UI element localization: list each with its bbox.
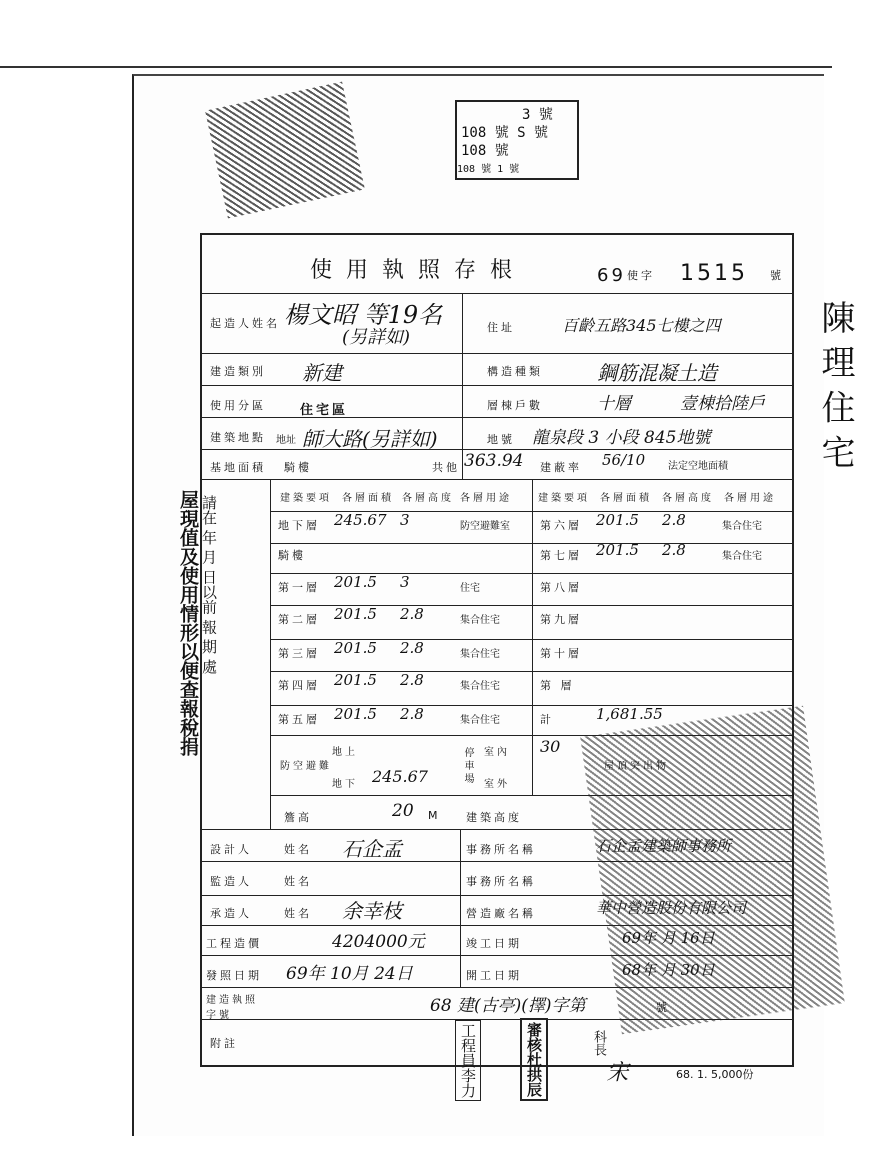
left-note-vertical: 屋現值及使用情形以便查報稅捐 [177,490,199,756]
location-addr-value: 師大路(另詳如) [302,427,438,451]
eave-height-value: 20 [392,801,414,821]
parking-outdoor: 室外 [484,779,510,790]
floor-area: 201.5 [334,639,377,657]
completion-label: 竣工日期 [466,937,522,950]
designer-name-label: 姓名 [284,843,312,856]
floor-height: 3 [400,511,410,529]
coverage-label: 建蔽率 [540,461,582,474]
roof-label: 屋頂突出物 [604,761,669,772]
open-space-label: 法定空地面積 [668,461,728,472]
chief-signature: 宋 [603,1060,628,1082]
designer-label: 設計人 [210,843,252,856]
designer-name: 石企孟 [342,837,402,861]
builder-label: 起造人姓名 [210,317,280,330]
parking-indoor: 室內 [484,747,510,758]
floor-height: 2.8 [400,639,424,657]
right-edge-text: 陳 理 住 宅 [815,300,855,469]
floor-name: 第 層 [540,679,575,692]
floors-value: 十層 [597,394,631,414]
eave-height-label: 簷高 [284,811,312,824]
permit-form [200,233,794,1067]
zone-value: 住宅區 [300,403,349,418]
floor-name: 第六層 [540,519,582,532]
issue-date-label: 發照日期 [206,969,262,982]
structure-value: 鋼筋混凝土造 [597,361,717,385]
category-label: 建造類別 [210,365,266,378]
building-height-label: 建築高度 [466,811,522,824]
permit-value: 68 建(古亭)(擇)字第 [430,996,586,1016]
floor-area: 201.5 [596,511,639,529]
lot-label: 地號 [487,433,515,446]
shelter-above: 地上 [332,747,358,758]
floor-use: 集合住宅 [722,551,762,562]
contractor-firm: 華中營造股份有限公司 [596,899,747,917]
reviewer-stamp: 審核杜拱辰 [520,1018,548,1101]
approval-stamp-top: 3 號 108 號 S 號 108 號 108 號 1 號 [455,100,579,180]
supervisor-label: 監造人 [210,875,252,888]
floor-area: 201.5 [334,573,377,591]
area-arcade: 騎樓 [284,461,312,474]
lot-value: 龍泉段 3 小段 845地號 [532,428,711,448]
engineer-stamp: 工程員李力 [455,1020,481,1101]
floor-name: 第五層 [278,713,320,726]
floor-name: 騎樓 [278,549,306,562]
floor-header-item: 建築要項 [280,493,332,504]
area-other-value: 363.94 [464,451,524,471]
floor-use: 集合住宅 [460,715,500,726]
supervisor-firm-label: 事務所名稱 [466,875,536,888]
area-other: 共他 [432,461,460,474]
location-addr-prefix: 地址 [276,435,296,446]
floor-name: 第八層 [540,581,582,594]
year: 69 [597,265,626,286]
floor-name: 第七層 [540,549,582,562]
scan-top-edge [0,66,832,68]
number-suffix: 號 [770,269,784,282]
floors-label: 層棟戶數 [487,399,543,412]
location-label: 建築地點 [210,431,266,444]
contractor-name: 余幸枝 [342,899,402,923]
floor-area: 201.5 [334,605,377,623]
floor-header-use: 各層用途 [460,493,512,504]
floor-name: 第一層 [278,581,320,594]
cost-label: 工程造價 [206,937,262,950]
structure-label: 構造種類 [487,365,543,378]
floor-name: 第三層 [278,647,320,660]
floor-name: 第四層 [278,679,320,692]
floor-use: 集合住宅 [460,681,500,692]
code-label: 使字 [627,269,655,282]
floor-header-height-r: 各層高度 [662,493,714,504]
designer-firm-label: 事務所名稱 [466,843,536,856]
chief-stamp: 科長 [591,1030,606,1056]
floor-name: 第九層 [540,613,582,626]
floor-name: 第十層 [540,647,582,660]
floor-height: 2.8 [400,705,424,723]
form-title: 使用執照存根 [310,258,527,283]
eave-height-unit: M [428,809,438,822]
permit-label: 建造執照字號 [206,995,258,1021]
floor-use: 住宅 [460,583,480,594]
contractor-label: 承造人 [210,907,252,920]
floor-header-height: 各層高度 [402,493,454,504]
designer-firm: 石企孟建築師事務所 [596,837,732,855]
floor-height: 3 [400,573,410,591]
category-value: 新建 [302,361,342,385]
parking-label: 停車場 [462,747,473,786]
units-value: 壹棟拾陸戶 [680,394,765,414]
shelter-label: 防空避難 [280,761,332,772]
parking-indoor-value: 30 [540,737,561,756]
floor-name: 計 [540,713,554,726]
completion-value: 69年 月 16日 [622,929,715,947]
permit-suffix: 號 [656,1001,670,1014]
shelter-below-value: 245.67 [372,767,428,786]
coverage-value: 56/10 [602,451,646,469]
floor-header-item-r: 建築要項 [538,493,590,504]
builder-value: 楊文昭 等19名 [284,301,443,329]
address-value: 百齡五路345七樓之四 [562,316,721,335]
floor-name: 第二層 [278,613,320,626]
start-date-label: 開工日期 [466,969,522,982]
floor-area: 201.5 [334,671,377,689]
floor-area: 1,681.55 [596,705,663,723]
builder-note: (另詳如) [342,327,411,348]
floor-height: 2.8 [400,605,424,623]
issue-date-value: 69年 10月 24日 [286,964,413,984]
floor-use: 集合住宅 [460,615,500,626]
floor-use: 防空避難室 [460,521,510,532]
start-date-value: 68年 月 30日 [622,961,715,979]
print-run: 68. 1. 5,000份 [676,1068,754,1081]
floor-header-area-r: 各層面積 [600,493,652,504]
note-label: 附註 [210,1037,238,1050]
permit-number: 1515 [680,261,748,286]
floor-header-area: 各層面積 [342,493,394,504]
floor-area: 201.5 [596,541,639,559]
contractor-name-label: 姓名 [284,907,312,920]
floor-height: 2.8 [662,511,686,529]
contractor-firm-label: 營造廠名稱 [466,907,536,920]
floor-area: 245.67 [334,511,387,529]
supervisor-name-label: 姓名 [284,875,312,888]
floor-height: 2.8 [662,541,686,559]
shelter-below: 地下 [332,779,358,790]
cost-value: 4204000元 [332,932,425,952]
floor-height: 2.8 [400,671,424,689]
floor-header-use-r: 各層用途 [724,493,776,504]
left-note-vertical-2: 請在 年 月 日以前 報 期 處 [200,495,218,674]
floor-use: 集合住宅 [460,649,500,660]
floor-use: 集合住宅 [722,521,762,532]
zone-label: 使用分區 [210,399,266,412]
area-label: 基地面積 [210,461,266,474]
address-label: 住址 [487,321,515,334]
floor-area: 201.5 [334,705,377,723]
floor-name: 地下層 [278,519,320,532]
